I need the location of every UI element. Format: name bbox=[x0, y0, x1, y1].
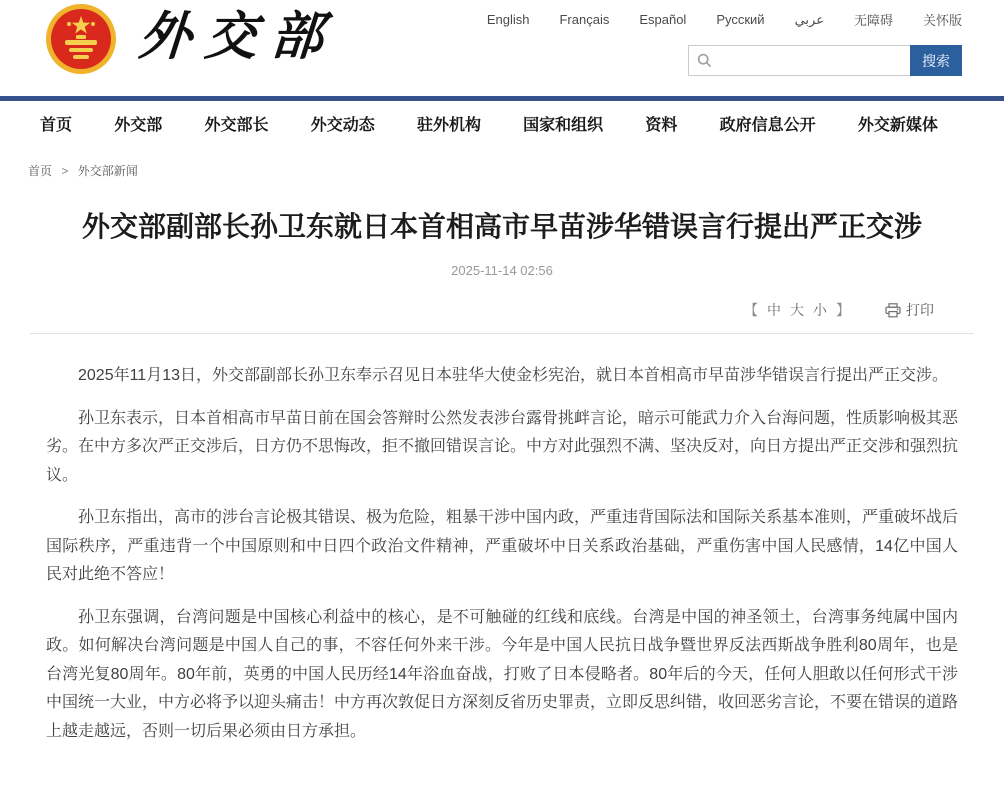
search-box bbox=[688, 45, 910, 76]
print-label: 打印 bbox=[906, 302, 934, 319]
language-switcher bbox=[487, 10, 962, 29]
nav-item-mfa[interactable]: 外交部 bbox=[114, 117, 163, 134]
breadcrumb-current[interactable]: 外交部新闻 bbox=[77, 164, 138, 178]
article-paragraph: 孙卫东表示，日本首相高市早苗日前在国会答辩时公然发表涉台露骨挑衅言论，暗示可能武力介入台海问题，性质影响极其恶劣。在中方多次严正交涉后，日方仍不思悔改，拒不撤回错误言论。中方对此强烈不满、坚决反对，向日方提出严正交涉和强烈抗议。 bbox=[46, 409, 959, 484]
search-input[interactable] bbox=[689, 46, 910, 75]
care-version-link[interactable]: 关怀版 bbox=[922, 13, 962, 28]
article-title: 外交部副部长孙卫东就日本首相高市早苗涉华错误言行提出严正交涉 bbox=[81, 211, 922, 242]
breadcrumb bbox=[0, 146, 1004, 183]
search-icon bbox=[697, 53, 712, 68]
article bbox=[0, 209, 1004, 790]
font-size-medium-button[interactable]: 中 bbox=[767, 302, 781, 319]
national-emblem-icon bbox=[45, 2, 117, 76]
search-button[interactable]: 搜索 bbox=[910, 45, 962, 76]
font-size-bracket-open: 【 bbox=[744, 302, 758, 319]
nav-item-new-media[interactable]: 外交新媒体 bbox=[857, 117, 938, 134]
nav-item-missions-abroad[interactable]: 驻外机构 bbox=[416, 117, 481, 134]
nav-item-resources[interactable]: 资料 bbox=[645, 117, 678, 134]
print-button[interactable] bbox=[885, 300, 934, 320]
article-paragraph: 孙卫东指出，高市的涉台言论极其错误、极为危险，粗暴干涉中国内政，严重违背国际法和国际关系基本准则，严重破坏战后国际秩序，严重违背一个中国原则和中日四个政治文件精神，严重破坏中日关系政治基础，严重伤害中国人民感情，14亿中国人民对此绝不答应！ bbox=[46, 509, 959, 584]
search-bar bbox=[688, 45, 962, 76]
site-logo[interactable] bbox=[45, 2, 340, 76]
breadcrumb-home[interactable]: 首页 bbox=[28, 164, 53, 178]
font-size-small-button[interactable]: 小 bbox=[813, 302, 827, 319]
article-paragraph: 2025年11月13日，外交部副部长孙卫东奉示召见日本驻华大使金杉宪治，就日本首相高市早苗涉华错误言行提出严正交涉。 bbox=[78, 367, 949, 385]
font-size-bracket-close: 】 bbox=[836, 302, 850, 319]
nav-item-countries-orgs[interactable]: 国家和组织 bbox=[523, 117, 604, 134]
printer-icon bbox=[885, 303, 901, 318]
site-header bbox=[0, 0, 1004, 96]
accessibility-link[interactable]: 无障碍 bbox=[853, 13, 893, 28]
lang-espanol[interactable]: Español bbox=[639, 12, 687, 27]
lang-russian[interactable]: Русский bbox=[716, 12, 765, 27]
lang-english[interactable]: English bbox=[486, 12, 530, 27]
article-body bbox=[30, 334, 974, 790]
nav-item-gov-info[interactable]: 政府信息公开 bbox=[719, 117, 816, 134]
nav-item-home[interactable]: 首页 bbox=[40, 117, 73, 134]
lang-francais[interactable]: Français bbox=[559, 12, 610, 27]
main-navigation bbox=[0, 96, 1004, 146]
article-date: 2025-11-14 02:56 bbox=[451, 263, 553, 279]
article-paragraph: 孙卫东强调，台湾问题是中国核心利益中的核心，是不可触碰的红线和底线。台湾是中国的神圣领土，台湾事务纯属中国内政。如何解决台湾问题是中国人自己的事，不容任何外来干涉。今年是中国人民抗日战争暨世界反法西斯战争胜利80周年，也是台湾光复80周年。80年前，英勇的中国人民历经14年浴血奋战，打败了日本侵略者。80年后的今天，任何人胆敢以任何形式干涉中国统一大业，中方必将予以迎头痛击！中方再次敦促日方深刻反省历史罪责，立即反思纠错，收回恶劣言论，不要在错误的道路上越走越远，否则一切后果必须由日方承担。 bbox=[46, 608, 959, 740]
breadcrumb-separator: > bbox=[61, 164, 69, 178]
article-toolbar bbox=[30, 300, 974, 334]
nav-item-diplomatic-activities[interactable]: 外交动态 bbox=[310, 117, 375, 134]
lang-arabic[interactable]: عربي bbox=[794, 11, 824, 27]
font-size-large-button[interactable]: 大 bbox=[790, 302, 804, 319]
nav-item-minister[interactable]: 外交部长 bbox=[204, 117, 269, 134]
logo-calligraphy: 外交部 bbox=[136, 6, 340, 67]
